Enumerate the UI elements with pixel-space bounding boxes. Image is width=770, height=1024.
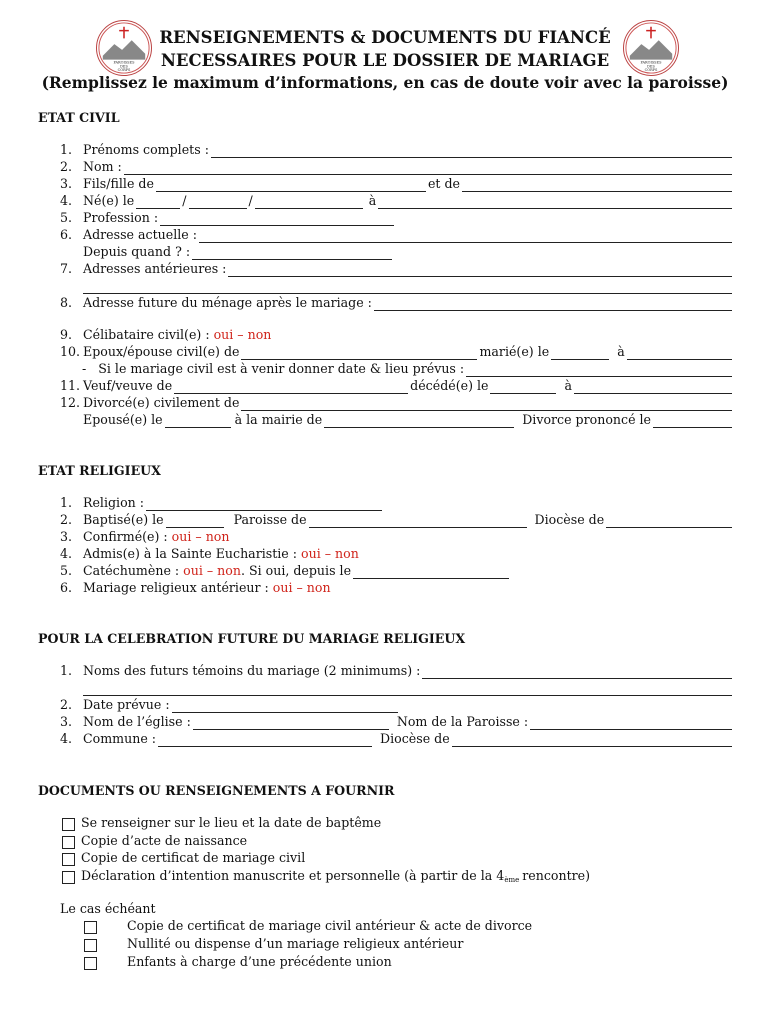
field-veuf: 11. Veuf/veuve de décédé(e) le à	[60, 377, 734, 394]
checkbox[interactable]	[62, 818, 75, 831]
section-heading-etat-civil: ETAT CIVIL	[38, 110, 120, 125]
eglise-input[interactable]	[193, 717, 389, 730]
epoux-civil-input[interactable]	[241, 347, 477, 360]
document-item: Copie d’acte de naissance	[62, 832, 734, 849]
mariage-anterieur-choice[interactable]: oui – non	[272, 580, 331, 595]
celibataire-choice[interactable]: oui – non	[213, 327, 272, 342]
veuf-input[interactable]	[174, 381, 408, 394]
field-temoins-2	[60, 679, 734, 696]
birth-year-input[interactable]	[255, 196, 363, 209]
field-commune: 4. Commune : Diocèse de	[60, 730, 734, 747]
document-item: Se renseigner sur le lieu et la date de baptême	[62, 814, 734, 831]
svg-text:CORPS: CORPS	[117, 68, 131, 73]
field-eucharistie: 4. Admis(e) à la Sainte Eucharistie : oui – non	[60, 546, 359, 561]
svg-text:CORPS: CORPS	[644, 68, 658, 73]
form-title: RENSEIGNEMENTS & DOCUMENTS DU FIANCÉ	[159, 28, 611, 47]
adresse-input[interactable]	[199, 230, 732, 243]
eucharistie-choice[interactable]: oui – non	[301, 546, 359, 561]
adresses-anterieures-input-2[interactable]	[83, 281, 732, 294]
father-input[interactable]	[156, 179, 426, 192]
prenoms-input[interactable]	[211, 145, 732, 158]
bapteme-diocese-input[interactable]	[606, 515, 732, 528]
adresse-future-input[interactable]	[374, 298, 732, 311]
form-title-line2: NECESSAIRES POUR LE DOSSIER DE MARIAGE	[160, 51, 610, 70]
checkbox[interactable]	[62, 836, 75, 849]
document-item: Déclaration d’intention manuscrite et personnelle (à partir de la 4 $_{ème}$ rencontre)	[62, 867, 734, 884]
profession-input[interactable]	[160, 213, 394, 226]
svg-text:PAROISSES: PAROISSES	[113, 60, 135, 65]
document-item: Enfants à charge d’une précédente union	[84, 953, 734, 970]
field-religion: 1. Religion :	[60, 494, 734, 511]
date-prevue-input[interactable]	[172, 700, 398, 713]
field-date-prevue: 2. Date prévue :	[60, 696, 734, 713]
field-temoins: 1. Noms des futurs témoins du mariage (2 minimums) :	[60, 662, 734, 679]
field-epoux-civil: 10. Epoux/épouse civil(e) de marié(e) le à	[60, 343, 734, 360]
field-mariage-civil-prevu: - Si le mariage civil est à venir donner date & lieu prévus :	[60, 360, 734, 377]
divorce-date-input[interactable]	[653, 415, 732, 428]
field-bapteme: 2. Baptisé(e) le Paroisse de Diocèse de	[60, 511, 734, 528]
document-item: Copie de certificat de mariage civil antérieur & acte de divorce	[84, 917, 734, 934]
document-item: Copie de certificat de mariage civil	[62, 849, 734, 866]
field-adresse-future: 8. Adresse future du ménage après le mariage :	[60, 294, 734, 311]
section-heading-celebration: POUR LA CELEBRATION FUTURE DU MARIAGE RELIGIEUX	[38, 631, 466, 646]
field-adresses-anterieures-2	[60, 277, 734, 294]
birth-place-input[interactable]	[378, 196, 732, 209]
svg-text:DES: DES	[120, 64, 128, 69]
field-depuis: Depuis quand ? :	[60, 243, 734, 260]
field-divorce-details: Epousé(e) le à la mairie de Divorce prononcé le	[60, 411, 734, 428]
mairie-input[interactable]	[324, 415, 514, 428]
checkbox[interactable]	[84, 957, 97, 970]
adresses-anterieures-input[interactable]	[228, 264, 732, 277]
diocese-input[interactable]	[452, 734, 732, 747]
field-parents: 3. Fils/fille de et de	[60, 175, 734, 192]
commune-input[interactable]	[158, 734, 372, 747]
deces-lieu-input[interactable]	[574, 381, 732, 394]
field-profession: 5. Profession :	[60, 209, 734, 226]
catechumene-depuis-input[interactable]	[353, 566, 509, 579]
checkbox[interactable]	[84, 939, 97, 952]
confirme-choice[interactable]: oui – non	[171, 529, 230, 544]
field-naissance: 4. Né(e) le / / à	[60, 192, 734, 209]
checkbox[interactable]	[62, 871, 75, 884]
bapteme-paroisse-input[interactable]	[309, 515, 527, 528]
catechumene-choice[interactable]: oui – non	[183, 563, 241, 578]
nom-input[interactable]	[124, 162, 732, 175]
religion-input[interactable]	[146, 498, 382, 511]
depuis-input[interactable]	[192, 247, 392, 260]
field-divorce: 12. Divorcé(e) civilement de	[60, 394, 734, 411]
section-heading-documents: DOCUMENTS OU RENSEIGNEMENTS A FOURNIR	[38, 783, 395, 798]
field-catechumene: 5. Catéchumène : oui – non . Si oui, depuis le	[60, 562, 734, 579]
form-subtitle: (Remplissez le maximum d’informations, en cas de doute voir avec la paroisse)	[41, 73, 729, 92]
field-celibataire: 9. Célibataire civil(e) : oui – non	[60, 327, 272, 342]
svg-text:DES: DES	[647, 64, 655, 69]
paroisse-input[interactable]	[530, 717, 732, 730]
checkbox[interactable]	[84, 921, 97, 934]
epouse-date-input[interactable]	[165, 415, 231, 428]
mariage-civil-date-input[interactable]	[551, 347, 609, 360]
field-eglise: 3. Nom de l’église : Nom de la Paroisse :	[60, 713, 734, 730]
mother-input[interactable]	[462, 179, 732, 192]
svg-text:PAROISSES: PAROISSES	[640, 60, 662, 65]
temoins-input[interactable]	[422, 666, 732, 679]
field-adresse: 6. Adresse actuelle :	[60, 226, 734, 243]
deces-date-input[interactable]	[490, 381, 556, 394]
field-mariage-religieux-anterieur: 6. Mariage religieux antérieur : oui – non	[60, 580, 331, 595]
document-item: Nullité ou dispense d’un mariage religieux antérieur	[84, 935, 734, 952]
divorce-input[interactable]	[241, 398, 732, 411]
cas-echeant-label: Le cas échéant	[60, 901, 156, 916]
mariage-civil-lieu-input[interactable]	[627, 347, 732, 360]
birth-month-input[interactable]	[189, 196, 247, 209]
section-heading-etat-religieux: ETAT RELIGIEUX	[38, 463, 161, 478]
mariage-civil-prevu-input[interactable]	[466, 364, 732, 377]
bapteme-date-input[interactable]	[166, 515, 224, 528]
birth-day-input[interactable]	[136, 196, 180, 209]
field-nom: 2. Nom :	[60, 158, 734, 175]
temoins-input-2[interactable]	[83, 683, 732, 696]
field-adresses-anterieures: 7. Adresses antérieures :	[60, 260, 734, 277]
checkbox[interactable]	[62, 853, 75, 866]
field-prenoms: 1. Prénoms complets :	[60, 141, 734, 158]
field-confirme: 3. Confirmé(e) : oui – non	[60, 529, 230, 544]
